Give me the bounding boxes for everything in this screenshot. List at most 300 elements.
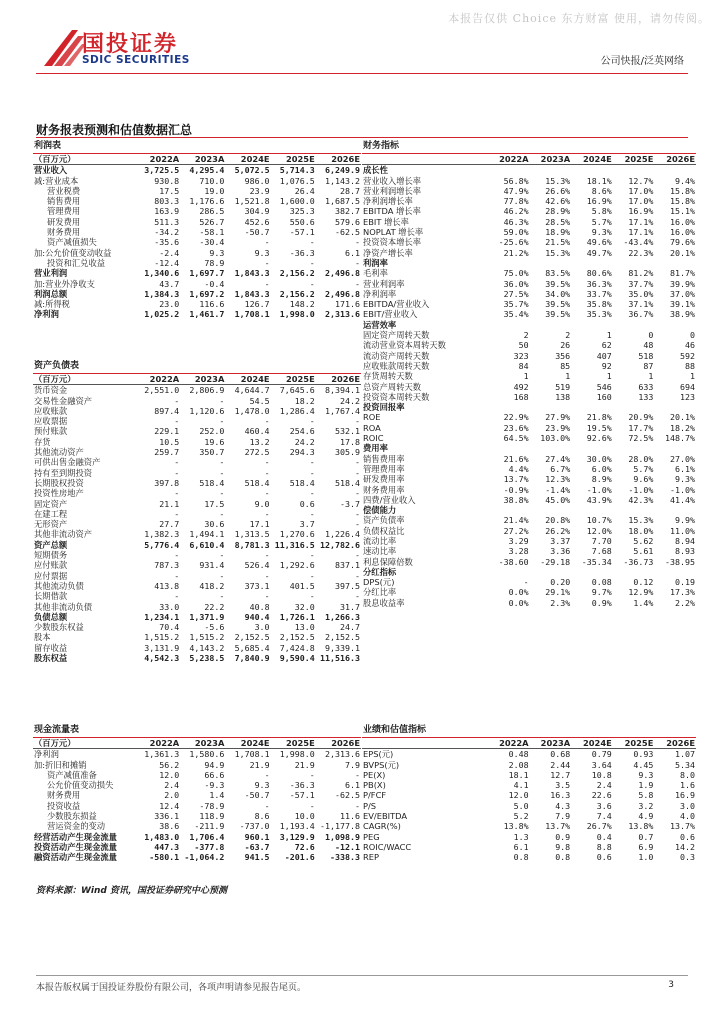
table-row — [33, 821, 361, 831]
cell-value: 304.9 — [244, 206, 270, 217]
cell-value: 940.4 — [244, 611, 270, 622]
group-row — [362, 320, 696, 330]
cell-value: 77.8% — [503, 196, 529, 207]
year-header: 2023A — [180, 738, 225, 749]
cell-value: 24.2 — [294, 436, 315, 447]
cell-value: 2 — [523, 330, 529, 341]
table-row — [362, 412, 696, 422]
cell-value: 9.0 — [254, 498, 270, 509]
cell-value: - — [309, 278, 315, 289]
cell-value: 83.5% — [545, 268, 571, 279]
cell-value: 413.8 — [154, 580, 180, 591]
cell-value: -12.1 — [335, 841, 360, 852]
cell-value: 13.8% — [503, 821, 529, 832]
table-row — [362, 268, 696, 278]
cell-value: 986.0 — [244, 175, 270, 186]
cell-value: 30.6 — [204, 519, 225, 530]
cell-value: 27.4% — [545, 453, 571, 464]
table-row — [33, 760, 361, 770]
cell-value: 2,551.0 — [144, 385, 180, 396]
table-row — [362, 790, 696, 800]
cell-value: 35.3% — [586, 309, 612, 320]
cell-value: - — [309, 416, 315, 427]
cell-value: 4.1 — [513, 780, 529, 791]
row-label: 应收账款 — [34, 405, 68, 416]
row-label: PB(X) — [363, 780, 386, 791]
row-label: 少数股东损益 — [47, 811, 97, 822]
cell-value: 27.2% — [503, 525, 529, 536]
cell-value: 12,782.6 — [320, 539, 360, 550]
table-row — [33, 622, 361, 632]
cell-value: 48 — [643, 340, 654, 351]
cell-value: 787.3 — [154, 560, 180, 571]
table-row — [33, 258, 361, 268]
cell-value: 1,708.1 — [234, 749, 270, 760]
year-header: 2026E — [316, 154, 361, 165]
cell-value: 7,645.6 — [279, 385, 315, 396]
cell-value: 163.9 — [154, 206, 180, 217]
cell-value: - — [264, 591, 270, 602]
cell-value: 1,270.6 — [279, 529, 315, 540]
cell-value: 38.6 — [159, 821, 180, 832]
section-rule — [36, 137, 688, 138]
table-row — [362, 340, 696, 350]
year-header: 2024E — [571, 738, 613, 749]
row-label: 资产减值损失 — [47, 237, 97, 248]
row-label: 持有至到期投资 — [34, 467, 93, 478]
year-header: 2026E — [316, 738, 361, 749]
cell-value: 1,226.4 — [325, 529, 360, 540]
row-label: 存货周转天数 — [363, 371, 413, 382]
cell-value: 518.4 — [335, 477, 360, 488]
group-row — [362, 505, 696, 515]
cell-value: 0.48 — [508, 749, 529, 760]
cell-value: 0.12 — [633, 577, 654, 588]
cell-value: 3.29 — [508, 535, 529, 546]
cell-value: 10.0 — [294, 811, 315, 822]
cell-value: - — [264, 800, 270, 811]
cell-value: - — [309, 257, 315, 268]
row-label: 总资产周转天数 — [363, 381, 422, 392]
cell-value: 1,361.3 — [144, 749, 180, 760]
row-label: 管理费用率 — [363, 463, 405, 474]
row-label: 其他流动资产 — [34, 447, 84, 458]
cell-value: 0.0% — [508, 587, 529, 598]
table-row — [362, 801, 696, 811]
row-label: 营业税费 — [47, 185, 81, 196]
cell-value: 1,708.1 — [234, 309, 270, 320]
cell-value: -1.0% — [670, 484, 695, 495]
table-row — [33, 591, 361, 601]
cell-value: -3.7 — [340, 498, 360, 509]
cell-value: 24.7 — [340, 622, 360, 633]
table-row — [362, 495, 696, 505]
table-row — [33, 790, 361, 800]
cell-value: 1,843.3 — [234, 288, 270, 299]
cell-value: 931.4 — [199, 560, 225, 571]
watermark: 本报告仅供 Choice 东方财富 使用，请勿传阅。 — [448, 12, 710, 25]
cell-value: 12.0% — [586, 525, 612, 536]
year-header: 2025E — [271, 374, 316, 385]
cell-value: -58.1 — [199, 227, 225, 238]
cell-value: - — [264, 570, 270, 581]
cell-value: 18.2 — [294, 395, 315, 406]
row-label: 短期债务 — [34, 550, 68, 561]
cell-value: 0.4 — [596, 831, 612, 842]
cell-value: 21.1 — [159, 498, 180, 509]
cell-value: 350.7 — [199, 447, 225, 458]
cell-value: 1,286.4 — [279, 405, 315, 416]
cell-value: -35.34 — [581, 556, 612, 567]
table-row — [33, 217, 361, 227]
row-label: 利润总额 — [34, 288, 68, 299]
table-row — [362, 237, 696, 247]
cell-value: 34.0% — [545, 288, 571, 299]
cell-value: 9.9% — [675, 515, 695, 526]
cell-value: 356 — [555, 350, 571, 361]
cell-value: 26 — [560, 340, 571, 351]
cell-value: 81.2% — [628, 268, 654, 279]
cell-value: 2,156.2 — [279, 288, 315, 299]
cell-value: 0.93 — [633, 749, 654, 760]
cell-value: 1,580.6 — [189, 749, 225, 760]
cell-value: 123 — [680, 391, 695, 402]
cell-value: 1 — [606, 371, 612, 382]
table-row — [33, 519, 361, 529]
table-row — [33, 248, 361, 258]
cell-value: 4,542.3 — [144, 653, 180, 664]
cell-value: 294.3 — [289, 447, 315, 458]
table-row — [33, 780, 361, 790]
cell-value: 39.5% — [545, 309, 571, 320]
group-spacer — [654, 567, 696, 577]
cell-value: 35.8% — [586, 299, 612, 310]
cell-value: 21.9 — [249, 759, 270, 770]
header-label — [362, 154, 488, 165]
table-row — [33, 186, 361, 196]
cell-value: 7.9 — [555, 811, 571, 822]
cell-value: -36.3 — [289, 780, 315, 791]
cell-value: - — [355, 800, 360, 811]
cell-value: 8.6 — [254, 811, 270, 822]
row-label: PEG — [363, 831, 380, 842]
cell-value: 5.8% — [591, 206, 612, 217]
cell-value: - — [219, 416, 225, 427]
year-header: 2023A — [530, 738, 572, 749]
cell-value: 43.9% — [586, 494, 612, 505]
row-label: 营业利润 — [34, 268, 68, 279]
group-label: 投资回报率 — [363, 402, 405, 413]
cell-value: 13.7% — [503, 474, 529, 485]
cell-value: 16.0% — [670, 227, 695, 238]
cell-value: 92 — [601, 360, 612, 371]
cell-value: 1,143.2 — [325, 175, 360, 186]
table-row — [362, 227, 696, 237]
cell-value: 9.7% — [591, 587, 612, 598]
cell-value: - — [309, 800, 315, 811]
cell-value: 8.6% — [591, 185, 612, 196]
cell-value: 3,131.9 — [144, 642, 180, 653]
cell-value: 254.6 — [289, 426, 315, 437]
group-spacer — [613, 320, 655, 330]
cell-value: 2.44 — [550, 759, 571, 770]
row-label: 经营活动产生现金流量 — [34, 831, 117, 842]
group-row — [362, 258, 696, 268]
cell-value: 2,806.9 — [189, 385, 225, 396]
table-row — [33, 643, 361, 653]
cell-value: - — [264, 769, 270, 780]
cell-value: 88 — [685, 360, 695, 371]
group-row — [362, 165, 696, 176]
cell-value: 26.6% — [545, 185, 571, 196]
table-title-row — [362, 140, 696, 154]
cell-value: 16.9% — [628, 206, 654, 217]
cell-value: -737.0 — [239, 821, 270, 832]
group-spacer — [613, 402, 655, 412]
cell-value: 2.4 — [596, 780, 612, 791]
table-row — [362, 546, 696, 556]
cell-value: 15.3% — [545, 175, 571, 186]
cell-value: 59.0% — [503, 227, 529, 238]
group-spacer — [488, 443, 530, 453]
table-row — [362, 842, 696, 852]
cell-value: - — [309, 591, 315, 602]
page-number: 3 — [668, 980, 674, 990]
cell-value: - — [264, 457, 270, 468]
table-row — [362, 474, 696, 484]
cell-value: 45.0% — [545, 494, 571, 505]
row-label: NOPLAT 增长率 — [363, 227, 424, 238]
cell-value: 5.2 — [513, 811, 529, 822]
table-row — [362, 780, 696, 790]
cell-value: 710.0 — [199, 175, 225, 186]
row-label: BVPS(元) — [363, 759, 400, 770]
cell-value: -63.7 — [244, 841, 270, 852]
cell-value: 519 — [555, 381, 571, 392]
cell-value: 72.5% — [628, 433, 654, 444]
cell-value: 633 — [638, 381, 654, 392]
cell-value: 518.4 — [244, 477, 270, 488]
cell-value: -1,064.2 — [184, 852, 225, 863]
cell-value: -201.6 — [284, 852, 315, 863]
cell-value: 452.6 — [244, 216, 270, 227]
table-row — [33, 206, 361, 216]
cell-value: - — [174, 550, 180, 561]
row-label: 营业收入增长率 — [363, 175, 422, 186]
cell-value: 56.8% — [503, 175, 529, 186]
table-row — [362, 206, 696, 216]
row-label: 财务费用率 — [363, 484, 405, 495]
cell-value: 1,098.9 — [325, 831, 360, 842]
cell-value: 0.08 — [591, 577, 612, 588]
cell-value: 138 — [555, 391, 571, 402]
table-row — [33, 447, 361, 457]
cell-value: 27.0% — [670, 453, 695, 464]
cell-value: 3.0 — [254, 622, 270, 633]
table-row — [33, 842, 361, 852]
row-label: EBITDA/营业收入 — [363, 299, 430, 310]
cell-value: - — [309, 508, 315, 519]
row-label: 流动营业资本周转天数 — [363, 340, 446, 351]
table-row — [362, 309, 696, 319]
table-row — [33, 499, 361, 509]
cell-value: 126.7 — [244, 299, 270, 310]
table-header-row — [362, 738, 696, 749]
cell-value: 5,776.4 — [144, 539, 180, 550]
year-header: 2022A — [135, 374, 180, 385]
source-note: 资料来源：Wind 资讯，国投证券研究中心预测 — [36, 886, 227, 896]
table-title-row — [33, 724, 361, 738]
cell-value: 460.4 — [244, 426, 270, 437]
table-row — [33, 832, 361, 842]
cell-value: 21.2% — [503, 247, 529, 258]
row-label: 速动比率 — [363, 546, 397, 557]
table-row — [33, 437, 361, 447]
row-label: CAGR(%) — [363, 821, 401, 832]
table-title: 业绩和估值指标 — [362, 724, 696, 738]
cell-value: 5,072.5 — [234, 165, 270, 176]
cell-value: - — [174, 457, 180, 468]
group-spacer — [530, 505, 572, 515]
row-label: 毛利率 — [363, 268, 388, 279]
group-spacer — [613, 505, 655, 515]
table-row — [362, 196, 696, 206]
row-label: 投资收益 — [47, 800, 81, 811]
cell-value: 35.7% — [503, 299, 529, 310]
cell-value: 5,714.3 — [279, 165, 315, 176]
cell-value: 9,339.1 — [325, 642, 360, 653]
cell-value: 930.8 — [154, 175, 180, 186]
cell-value: -9.3 — [204, 780, 225, 791]
cell-value: 18.0% — [628, 525, 654, 536]
cell-value: -1.4% — [545, 484, 571, 495]
cell-value: - — [264, 467, 270, 478]
group-spacer — [571, 567, 613, 577]
cell-value: - — [219, 395, 225, 406]
cell-value: -1.0% — [628, 484, 654, 495]
cell-value: - — [219, 591, 225, 602]
cell-value: 8.94 — [675, 535, 695, 546]
table-row — [33, 406, 361, 416]
cell-value: 8,781.3 — [234, 539, 270, 550]
cell-value: 1,120.6 — [189, 405, 225, 416]
cell-value: 15.8% — [670, 185, 695, 196]
table-title-row — [33, 360, 361, 374]
cell-value: 6.7% — [550, 463, 571, 474]
cell-value: 272.5 — [244, 447, 270, 458]
cell-value: 21.4% — [503, 515, 529, 526]
cell-value: 526.4 — [244, 560, 270, 571]
row-label: 营业收入 — [34, 165, 68, 176]
row-label: 存货 — [34, 436, 51, 447]
row-label: 在建工程 — [34, 508, 68, 519]
cell-value: 9.3% — [675, 474, 695, 485]
cell-value: 2,313.6 — [325, 749, 360, 760]
cell-value: -29.18 — [540, 556, 571, 567]
cell-value: -338.3 — [330, 852, 360, 863]
table-row — [33, 488, 361, 498]
cell-value: 1 — [648, 371, 654, 382]
cell-value: 21.5% — [545, 237, 571, 248]
row-label: 可供出售金融资产 — [34, 457, 101, 468]
cell-value: 1 — [523, 371, 529, 382]
cell-value: 1,461.7 — [189, 309, 225, 320]
group-spacer — [488, 505, 530, 515]
cell-value: 27.9% — [545, 412, 571, 423]
cell-value: - — [355, 519, 360, 530]
logo-cn-text: 国投证券 — [82, 32, 179, 57]
table-header-row — [33, 374, 361, 385]
year-header: 2025E — [613, 154, 655, 165]
row-label: 投资活动产生现金流量 — [34, 841, 117, 852]
group-spacer — [654, 320, 696, 330]
year-header: 2024E — [571, 154, 613, 165]
cell-value: 4,295.4 — [189, 165, 225, 176]
cell-value: - — [309, 467, 315, 478]
cell-value: - — [264, 237, 270, 248]
cell-value: 116.6 — [199, 299, 225, 310]
cell-value: 1.9 — [638, 780, 654, 791]
cell-value: 79.6% — [670, 237, 695, 248]
row-label: 股东权益 — [34, 653, 68, 664]
cell-value: 9.6% — [633, 474, 654, 485]
cell-value: 1.07 — [675, 749, 695, 760]
row-label: 四费/营业收入 — [363, 494, 416, 505]
cell-value: 5.62 — [633, 535, 654, 546]
row-label: P/S — [363, 800, 377, 811]
row-label: 净利润率 — [363, 288, 397, 299]
cell-value: 4.45 — [633, 759, 654, 770]
cell-value: 78.9 — [204, 257, 225, 268]
cell-value: 36.3% — [586, 278, 612, 289]
cell-value: 2,313.6 — [325, 309, 360, 320]
table-row — [33, 268, 361, 278]
cell-value: 10.8 — [591, 769, 612, 780]
row-label: 净利润 — [34, 309, 59, 320]
cell-value: 336.1 — [154, 811, 180, 822]
row-label: 营业利润率 — [363, 278, 405, 289]
cell-value: -43.4% — [623, 237, 654, 248]
cell-value: 27.5% — [503, 288, 529, 299]
cell-value: 18.1 — [508, 769, 529, 780]
cell-value: -1,177.8 — [320, 821, 360, 832]
year-header: 2024E — [225, 374, 270, 385]
cell-value: -36.73 — [623, 556, 654, 567]
cell-value: 33.7% — [586, 288, 612, 299]
cell-value: 2,496.8 — [325, 288, 360, 299]
table-row — [362, 382, 696, 392]
cell-value: 10.7% — [586, 515, 612, 526]
cell-value: 0.20 — [550, 577, 571, 588]
table-row — [362, 299, 696, 309]
group-label: 利润率 — [363, 257, 388, 268]
row-label: ROE — [363, 412, 381, 423]
group-label: 成长性 — [363, 165, 388, 176]
cell-value: 1,025.2 — [144, 309, 180, 320]
cell-value: 148.7% — [665, 433, 695, 444]
cell-value: 5.8 — [638, 790, 654, 801]
cell-value: - — [264, 416, 270, 427]
row-label: 财务费用 — [47, 227, 81, 238]
row-label: 加:折旧和摊销 — [34, 759, 87, 770]
row-label: 预付账款 — [34, 426, 68, 437]
cell-value: 397.8 — [154, 477, 180, 488]
row-label: 资产减值准备 — [47, 769, 97, 780]
cell-value: - — [264, 550, 270, 561]
row-label: 固定资产周转天数 — [363, 330, 430, 341]
cell-value: 64.5% — [503, 433, 529, 444]
row-label: 固定资产 — [34, 498, 68, 509]
